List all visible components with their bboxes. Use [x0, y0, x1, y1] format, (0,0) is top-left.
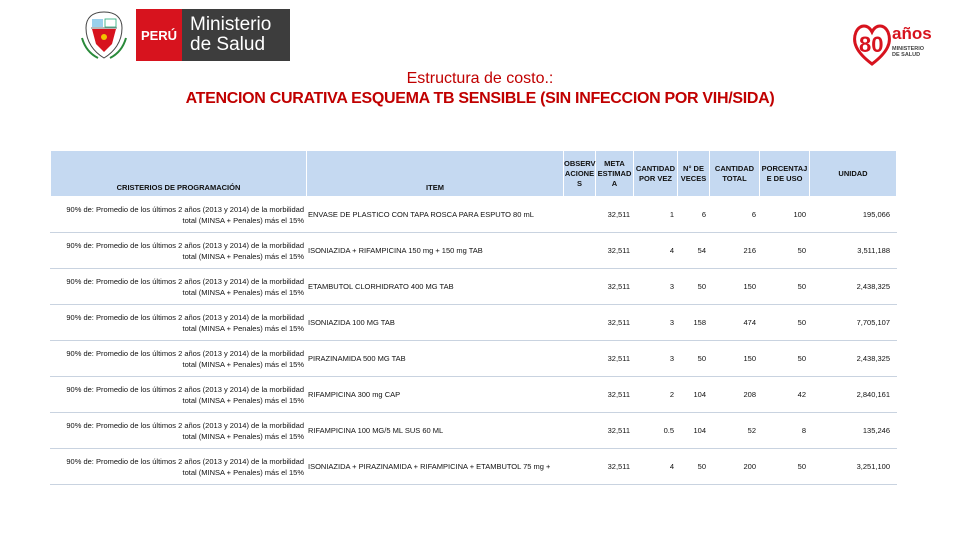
- logo-number: 80: [859, 32, 884, 57]
- cell-cantidad-vez: 3: [634, 305, 678, 341]
- header-cantidad-total: CANTIDAD TOTAL: [710, 151, 760, 197]
- cell-porcentaje: 50: [760, 269, 810, 305]
- header-porcentaje: PORCENTAJ E DE USO: [760, 151, 810, 197]
- cell-meta: 32,511: [596, 233, 634, 269]
- cell-veces: 6: [678, 197, 710, 233]
- cell-item: ENVASE DE PLASTICO CON TAPA ROSCA PARA ESPUTO 80 mL: [307, 197, 564, 233]
- cell-veces: 104: [678, 377, 710, 413]
- cell-porcentaje: 50: [760, 341, 810, 377]
- cell-meta: 32,511: [596, 269, 634, 305]
- peru-label: PERÚ: [136, 9, 182, 61]
- cell-porcentaje: 50: [760, 233, 810, 269]
- cell-cantidad-total: 200: [710, 449, 760, 485]
- cell-criterio: 90% de: Promedio de los últimos 2 años (2013 y 2014) de la morbilidad total (MINSA + Penales) más el 15%: [51, 377, 307, 413]
- cell-obs: [564, 413, 596, 449]
- cell-meta: 32,511: [596, 197, 634, 233]
- cell-item: ISONIAZIDA + RIFAMPICINA 150 mg + 150 mg TAB: [307, 233, 564, 269]
- cell-obs: [564, 197, 596, 233]
- cell-porcentaje: 42: [760, 377, 810, 413]
- cell-criterio: 90% de: Promedio de los últimos 2 años (2013 y 2014) de la morbilidad total (MINSA + Penales) más el 15%: [51, 233, 307, 269]
- cell-criterio: 90% de: Promedio de los últimos 2 años (2013 y 2014) de la morbilidad total (MINSA + Penales) más el 15%: [51, 341, 307, 377]
- cell-item: ISONIAZIDA 100 MG TAB: [307, 305, 564, 341]
- table-header-row: [51, 151, 897, 197]
- cell-obs: [564, 269, 596, 305]
- table-row: [51, 233, 897, 269]
- ministry-line2: de Salud: [190, 34, 266, 55]
- header-cantidad-vez: CANTIDAD POR VEZ: [634, 151, 678, 197]
- ministry-line1: Ministerio: [190, 14, 272, 35]
- header-meta: META ESTIMAD A: [596, 151, 634, 197]
- logo-sub1: MINISTERIO: [892, 46, 925, 52]
- cell-porcentaje: 50: [760, 449, 810, 485]
- cell-meta: 32,511: [596, 305, 634, 341]
- cell-unidad: 3,251,100: [810, 449, 897, 485]
- cell-meta: 32,511: [596, 341, 634, 377]
- cell-cantidad-vez: 2: [634, 377, 678, 413]
- cell-cantidad-vez: 4: [634, 449, 678, 485]
- cell-criterio: 90% de: Promedio de los últimos 2 años (2013 y 2014) de la morbilidad total (MINSA + Penales) más el 15%: [51, 305, 307, 341]
- table-row: [51, 197, 897, 233]
- logo-sub2: DE SALUD: [892, 52, 921, 58]
- cell-obs: [564, 341, 596, 377]
- logo-subtitle: [892, 46, 924, 58]
- cell-cantidad-total: 216: [710, 233, 760, 269]
- table-row: [51, 341, 897, 377]
- cost-structure-table: [50, 150, 897, 485]
- ministerio-salud-logo: [78, 8, 290, 62]
- coat-of-arms-icon: [78, 8, 130, 62]
- cell-porcentaje: 50: [760, 305, 810, 341]
- page-subtitle: ATENCION CURATIVA ESQUEMA TB SENSIBLE (SIN INFECCION POR VIH/SIDA): [185, 90, 775, 107]
- cell-criterio: 90% de: Promedio de los últimos 2 años (2013 y 2014) de la morbilidad total (MINSA + Penales) más el 15%: [51, 449, 307, 485]
- cell-cantidad-vez: 4: [634, 233, 678, 269]
- cell-cantidad-total: 52: [710, 413, 760, 449]
- cell-item: RIFAMPICINA 300 mg CAP: [307, 377, 564, 413]
- cell-obs: [564, 233, 596, 269]
- cell-porcentaje: 100: [760, 197, 810, 233]
- table-row: [51, 305, 897, 341]
- cell-meta: 32,511: [596, 413, 634, 449]
- header-veces: N° DE VECES: [678, 151, 710, 197]
- table-row: [51, 449, 897, 485]
- header-observaciones: OBSERV ACIONE S: [564, 151, 596, 197]
- header-unidad: UNIDAD: [810, 151, 897, 197]
- cell-item: ISONIAZIDA + PIRAZINAMIDA + RIFAMPICINA + ETAMBUTOL 75 mg +: [307, 449, 564, 485]
- anniversary-logo: [850, 18, 946, 68]
- cell-meta: 32,511: [596, 377, 634, 413]
- cell-veces: 50: [678, 269, 710, 305]
- cell-unidad: 7,705,107: [810, 305, 897, 341]
- cell-criterio: 90% de: Promedio de los últimos 2 años (2013 y 2014) de la morbilidad total (MINSA + Penales) más el 15%: [51, 413, 307, 449]
- cell-obs: [564, 449, 596, 485]
- cell-meta: 32,511: [596, 449, 634, 485]
- cell-porcentaje: 8: [760, 413, 810, 449]
- cell-criterio: 90% de: Promedio de los últimos 2 años (2013 y 2014) de la morbilidad total (MINSA + Penales) más el 15%: [51, 197, 307, 233]
- cell-veces: 158: [678, 305, 710, 341]
- header-item: ITEM: [307, 151, 564, 197]
- cell-veces: 104: [678, 413, 710, 449]
- cell-cantidad-total: 150: [710, 269, 760, 305]
- cell-cantidad-total: 474: [710, 305, 760, 341]
- logo-word: años: [892, 24, 932, 43]
- page-title: Estructura de costo.:: [406, 70, 554, 87]
- cell-cantidad-vez: 0.5: [634, 413, 678, 449]
- cell-obs: [564, 305, 596, 341]
- table-row: [51, 377, 897, 413]
- table-row: [51, 269, 897, 305]
- cell-cantidad-total: 150: [710, 341, 760, 377]
- cell-obs: [564, 377, 596, 413]
- ministry-name: [182, 9, 290, 61]
- cell-criterio: 90% de: Promedio de los últimos 2 años (2013 y 2014) de la morbilidad total (MINSA + Penales) más el 15%: [51, 269, 307, 305]
- cell-cantidad-total: 6: [710, 197, 760, 233]
- cell-item: ETAMBUTOL CLORHIDRATO 400 MG TAB: [307, 269, 564, 305]
- cell-unidad: 3,511,188: [810, 233, 897, 269]
- cell-unidad: 2,438,325: [810, 269, 897, 305]
- cell-cantidad-vez: 3: [634, 341, 678, 377]
- table-row: [51, 413, 897, 449]
- heart-80-icon: [850, 18, 894, 68]
- cell-item: RIFAMPICINA 100 MG/5 ML SUS 60 ML: [307, 413, 564, 449]
- cell-cantidad-vez: 1: [634, 197, 678, 233]
- cell-veces: 50: [678, 341, 710, 377]
- cell-item: PIRAZINAMIDA 500 MG TAB: [307, 341, 564, 377]
- cell-cantidad-vez: 3: [634, 269, 678, 305]
- cell-veces: 54: [678, 233, 710, 269]
- cell-cantidad-total: 208: [710, 377, 760, 413]
- header-criterios: CRISTERIOS DE PROGRAMACIÓN: [51, 151, 307, 197]
- cell-unidad: 135,246: [810, 413, 897, 449]
- cell-unidad: 195,066: [810, 197, 897, 233]
- cell-unidad: 2,840,161: [810, 377, 897, 413]
- cell-unidad: 2,438,325: [810, 341, 897, 377]
- cell-veces: 50: [678, 449, 710, 485]
